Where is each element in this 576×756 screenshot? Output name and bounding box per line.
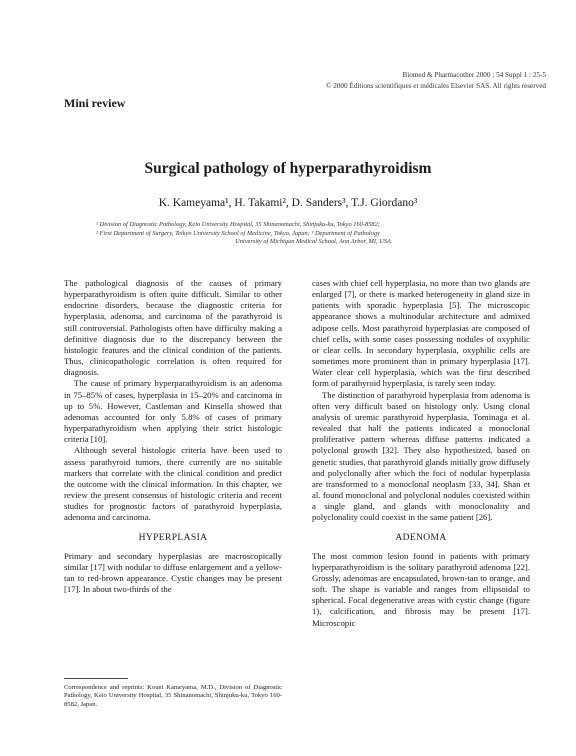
body-paragraph: cases with chief cell hyperplasia, no more than two glands are enlarged [7], or there is marked heterogeneity in gland size in patients with sporadic hyperplasia [5]. The microscopic appearance shows a multinodular architecture and admixed adipose cells. Most parathyroid hyperplasias are composed of chief cells, with some cases possessing nodules of oxyphilic or clear cells. In secondary hyperplasia, oxyphilic cells are sometimes more prominent than in primary hyperplasia [17]. Water clear cell hyperplasia, which was the first described form of parathyroid hyperplasia, is rarely seen today. — [312, 278, 530, 389]
body-paragraph: Primary and secondary hyperplasias are macroscopically similar [17] with nodular to diffuse enlargement and a yellow-tan to red-brown appearance. Cystic changes may be present [17]. In about two-thirds of the — [64, 550, 282, 595]
correspondence-footnote: Correspondence and reprints: Kouei Kameyama, M.D., Division of Diagnostic Pathology, Keio University Hospital, 35 Shinanomachi, Shinjuku-ku, Tokyo 160-8582, Japan. — [64, 684, 282, 708]
affiliations — [96, 221, 530, 247]
section-heading-adenoma: ADENOMA — [395, 533, 447, 544]
footnote-divider — [64, 678, 128, 679]
article-title: Surgical pathology of hyperparathyroidism — [144, 160, 432, 177]
body-paragraph: The most common lesion found in patients with primary hyperparathyroidism is the solitary parathyroid adenoma [22]. Grossly, adenomas are encapsulated, brown-tan to orange, and soft. The shape is variable and ranges from ellipsoidal to spherical. Focal degenerative areas with cystic change (figure 1), calcification, and fibrosis may be present [17]. Microscopic — [312, 550, 530, 628]
journal-header — [246, 70, 546, 92]
affiliation-line: ² First Department of Surgery, Teikyo University School of Medicine, Tokyo, Japan; ³ Department of Pathology — [96, 229, 380, 237]
body-paragraph: Although several histologic criteria have been used to assess parathyroid tumors, there currently are no suitable markers that correlate with the clinical condition and predict the outcome with the clinical information. In this chapter, we review the present consensus of histologic criteria and recent studies for prognostic factors of parathyroid hyperplasia, adenoma and carcinoma. — [64, 445, 282, 523]
section-label: Mini review — [64, 96, 126, 110]
body-paragraph: The pathological diagnosis of the causes of primary hyperparathyroidism is often quite difficult. Similar to other endocrine disorders, because the diagnostic criteria for hyperplasia, adenoma, and carcinoma of the parathyroid is still controversial. Pathologists often have difficulty making a definitive diagnosis due to the discrepancy between the histologic features and the clinical condition of the patients. Thus, clinicopathologic correlation is often required for diagnosis. — [64, 278, 282, 378]
section-heading-hyperplasia: HYPERPLASIA — [138, 533, 208, 544]
right-column — [312, 278, 530, 629]
journal-citation: Biomed & Pharmacother 2000 ; 54 Suppl 1 : 25-5 — [402, 71, 546, 79]
copyright-notice: © 2000 Éditions scientifiques et médicales Elsevier SAS. All rights reserved — [325, 82, 546, 90]
author-list: K. Kameyama¹, H. Takami², D. Sanders³, T.J. Giordano³ — [158, 197, 418, 209]
body-paragraph: The cause of primary hyperparathyroidism is an adenoma in 75–85% of cases, hyperplasia in 15–20% and carcinoma in up to 5%. However, Castleman and Kinsella showed that adenomas accounted for only 5.8% of cases of primary hyperparathyroidism when applying their strict histologic criteria [10]. — [64, 378, 282, 445]
left-column — [64, 278, 282, 595]
body-paragraph: The distinction of parathyroid hyperplasia from adenoma is often very difficult based on histology only. Using clonal analysis of uremic parathyroid hyperplasia, Tominaga et al. revealed that half the patients indicated a monoclonal proliferative pattern whereas diffuse patterns indicated a polyclonal growth [32]. They also hypothesized, based on genetic studies, that parathyroid glands initially grow diffusely and polyclonally after which the foci of nodular hyperplasia are transformed to a monoclonal neoplasm [33, 34]. Shan et al. found monoclonal and polyclonal nodules coexisted within a single gland, and glands with monoclonality and polyclonality could coexist in the same patient [26]. — [312, 389, 530, 523]
affiliation-line: ¹ Division of Diagnostic Pathology, Keio University Hospital, 35 Shinanomachi, Shinjuku-ku, Tokyo 160-8582; — [96, 221, 380, 228]
affiliation-line: University of Michigan Medical School, Ann Arbor, MI, USA — [235, 238, 391, 246]
